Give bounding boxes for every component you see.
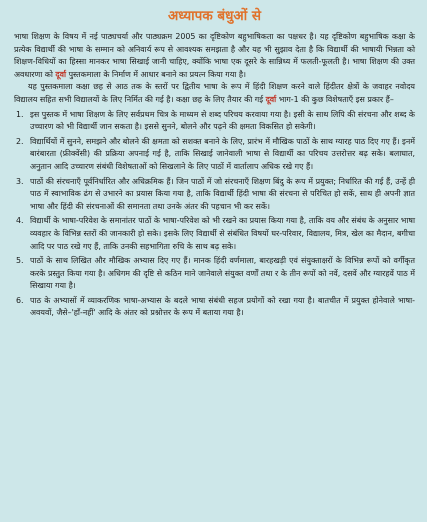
list-item-number: 4. <box>16 216 24 226</box>
list-item-text: इस पुस्तक में भाषा शिक्षण के लिए सर्वप्रथम चित्र के माध्यम से शब्द परिचय करवाया गया है। इसी के साथ लिपि की संरचना और शब्द के उच्चारण को भी विद्यार्थी जान सकता है। इससे सुनने, बोलने और पढ़ने की क्षमता विकसित हो सकेगी। <box>30 109 415 132</box>
book-name: दूर्वा <box>55 69 67 79</box>
list-item-text: पाठों की संरचनाएँ पूर्वनिर्धारित और अधिक्रमिक हैं। जिन पाठों में जो संरचनाएँ शिक्षण बिंदु के रूप में प्रयुक्त; निर्धारित की गई हैं, उन्हें ही पाठ में स्वाभाविक ढंग से उभारने का प्रयास किया गया है, ताकि विद्यार्थी हिंदी भाषा की संरचना से परिचित हो सकें, साथ ही अपनी ज्ञात भाषा और हिंदी की संरचनाओं की समानता तथा उनके अंतर की पहचान भी कर सकें। <box>30 176 415 211</box>
intro-paragraph <box>14 31 415 81</box>
list-item-text: पाठों के साथ लिखित और मौखिक अभ्यास दिए गए हैं। मानक हिंदी वर्णमाला, बारहखड़ी एवं संयुक्ताक्षरों के विभिन्न रूपों को वर्गीकृत करके प्रस्तुत किया गया है। अधिगम की दृष्टि से कठिन माने जानेवाले संयुक्त वर्णों तथा र के तीन रूपों को नवें, दसवें और ग्यारहवें पाठ में सिखाया गया है। <box>30 256 415 291</box>
book-name: दूर्वा <box>265 94 277 104</box>
list-item-number: 3. <box>16 176 24 186</box>
features-list <box>14 109 415 321</box>
list-item-text: पाठ के अभ्यासों में व्याकरणिक भाषा-अभ्यास के बदले भाषा संबंधी सहज प्रयोगों को रखा गया है। बातचीत में प्रयुक्त होनेवाले भाषा-अवयवों, जैसे–'हाँ-नहीं' आदि के अंतर को प्रश्नोत्तर के रूप में बताया गया है। <box>30 295 415 318</box>
list-item <box>14 176 415 214</box>
list-item-number: 6. <box>16 295 24 305</box>
list-item <box>14 295 415 320</box>
series-paragraph <box>14 81 415 106</box>
list-item <box>14 109 415 134</box>
list-item-number: 5. <box>16 256 24 266</box>
intro-text-end: पुस्तकमाला के निर्माण में आधार बनाने का प्रयत्न किया गया है। <box>68 69 247 79</box>
list-item-text: विद्यार्थी के भाषा-परिवेश के समानांतर पाठों के भाषा-परिवेश को भी रखने का प्रयास किया गया है, ताकि वय और संबंध के अनुसार भाषा व्यवहार के विभिन्न स्तरों की जानकारी हो सके। इसके लिए विद्यार्थी से संबंधित विषयों घर-परिवार, विद्यालय, मित्र, खेल का मैदान, बगीचा आदि पर पाठ रखे गए हैं, ताकि उनकी सहभागिता रुचि के साथ बढ़ सके। <box>30 216 415 251</box>
list-item <box>14 255 415 293</box>
list-item-number: 1. <box>16 109 24 119</box>
list-item-number: 2. <box>16 136 24 146</box>
page-title: अध्यापक बंधुओं से <box>167 8 262 24</box>
list-item <box>14 215 415 253</box>
list-item-text: विद्यार्थियों में सुनने, समझने और बोलने की क्षमता को सशक्त बनाने के लिए, प्रारंभ में मौखिक पाठों के साथ ग्यारह पाठ दिए गए हैं। इनमें बारंबारता (फ्रीक्वेंसी) की प्रक्रिया अपनाई गई है, ताकि सिखाई जानेवाली भाषा से विद्यार्थी का परिचय उत्तरोत्तर बढ़ सके। बलाघात, अनुतान आदि उच्चारण संबंधी विशेषताओं को सिखलाने के लिए पाठों में वार्तालाप अधिक रखे गए हैं। <box>30 136 415 171</box>
series-text-end: भाग-1 की कुछ विशेषताएँ इस प्रकार हैं– <box>278 94 394 104</box>
list-item <box>14 136 415 174</box>
intro-text: भाषा शिक्षण के विषय में नई पाठ्यचर्या और पाठ्यक्रम 2005 का दृष्टिकोण बहुभाषिकता का पक्षधर है। यह दृष्टिकोण बहुभाषिक कक्षा के प्रत्येक विद्यार्थी की भाषा के सम्मान को अनिवार्य रूप से आवश्यक समझता है और यह भी सुझाव देता है कि विद्यार्थी की भाषायी भिन्नता को शिक्षण-विधियों का हिस्सा मानकर भाषा सिखाई जानी चाहिए, क्योंकि भाषा एक दूसरे के सान्निध्य में फलती-फूलती है। भाषा शिक्षण की उक्त अवधारणा को <box>14 32 415 79</box>
series-text: यह पुस्तकमाला कक्षा छह से आठ तक के स्तरों पर द्वितीय भाषा के रूप में हिंदी शिक्षण करने वाले हिंदीतर क्षेत्रों के जवाहर नवोदय विद्यालय सहित सभी विद्यालयों के लिए निर्मित की गई है। कक्षा छह के लिए तैयार की गई <box>14 82 415 104</box>
